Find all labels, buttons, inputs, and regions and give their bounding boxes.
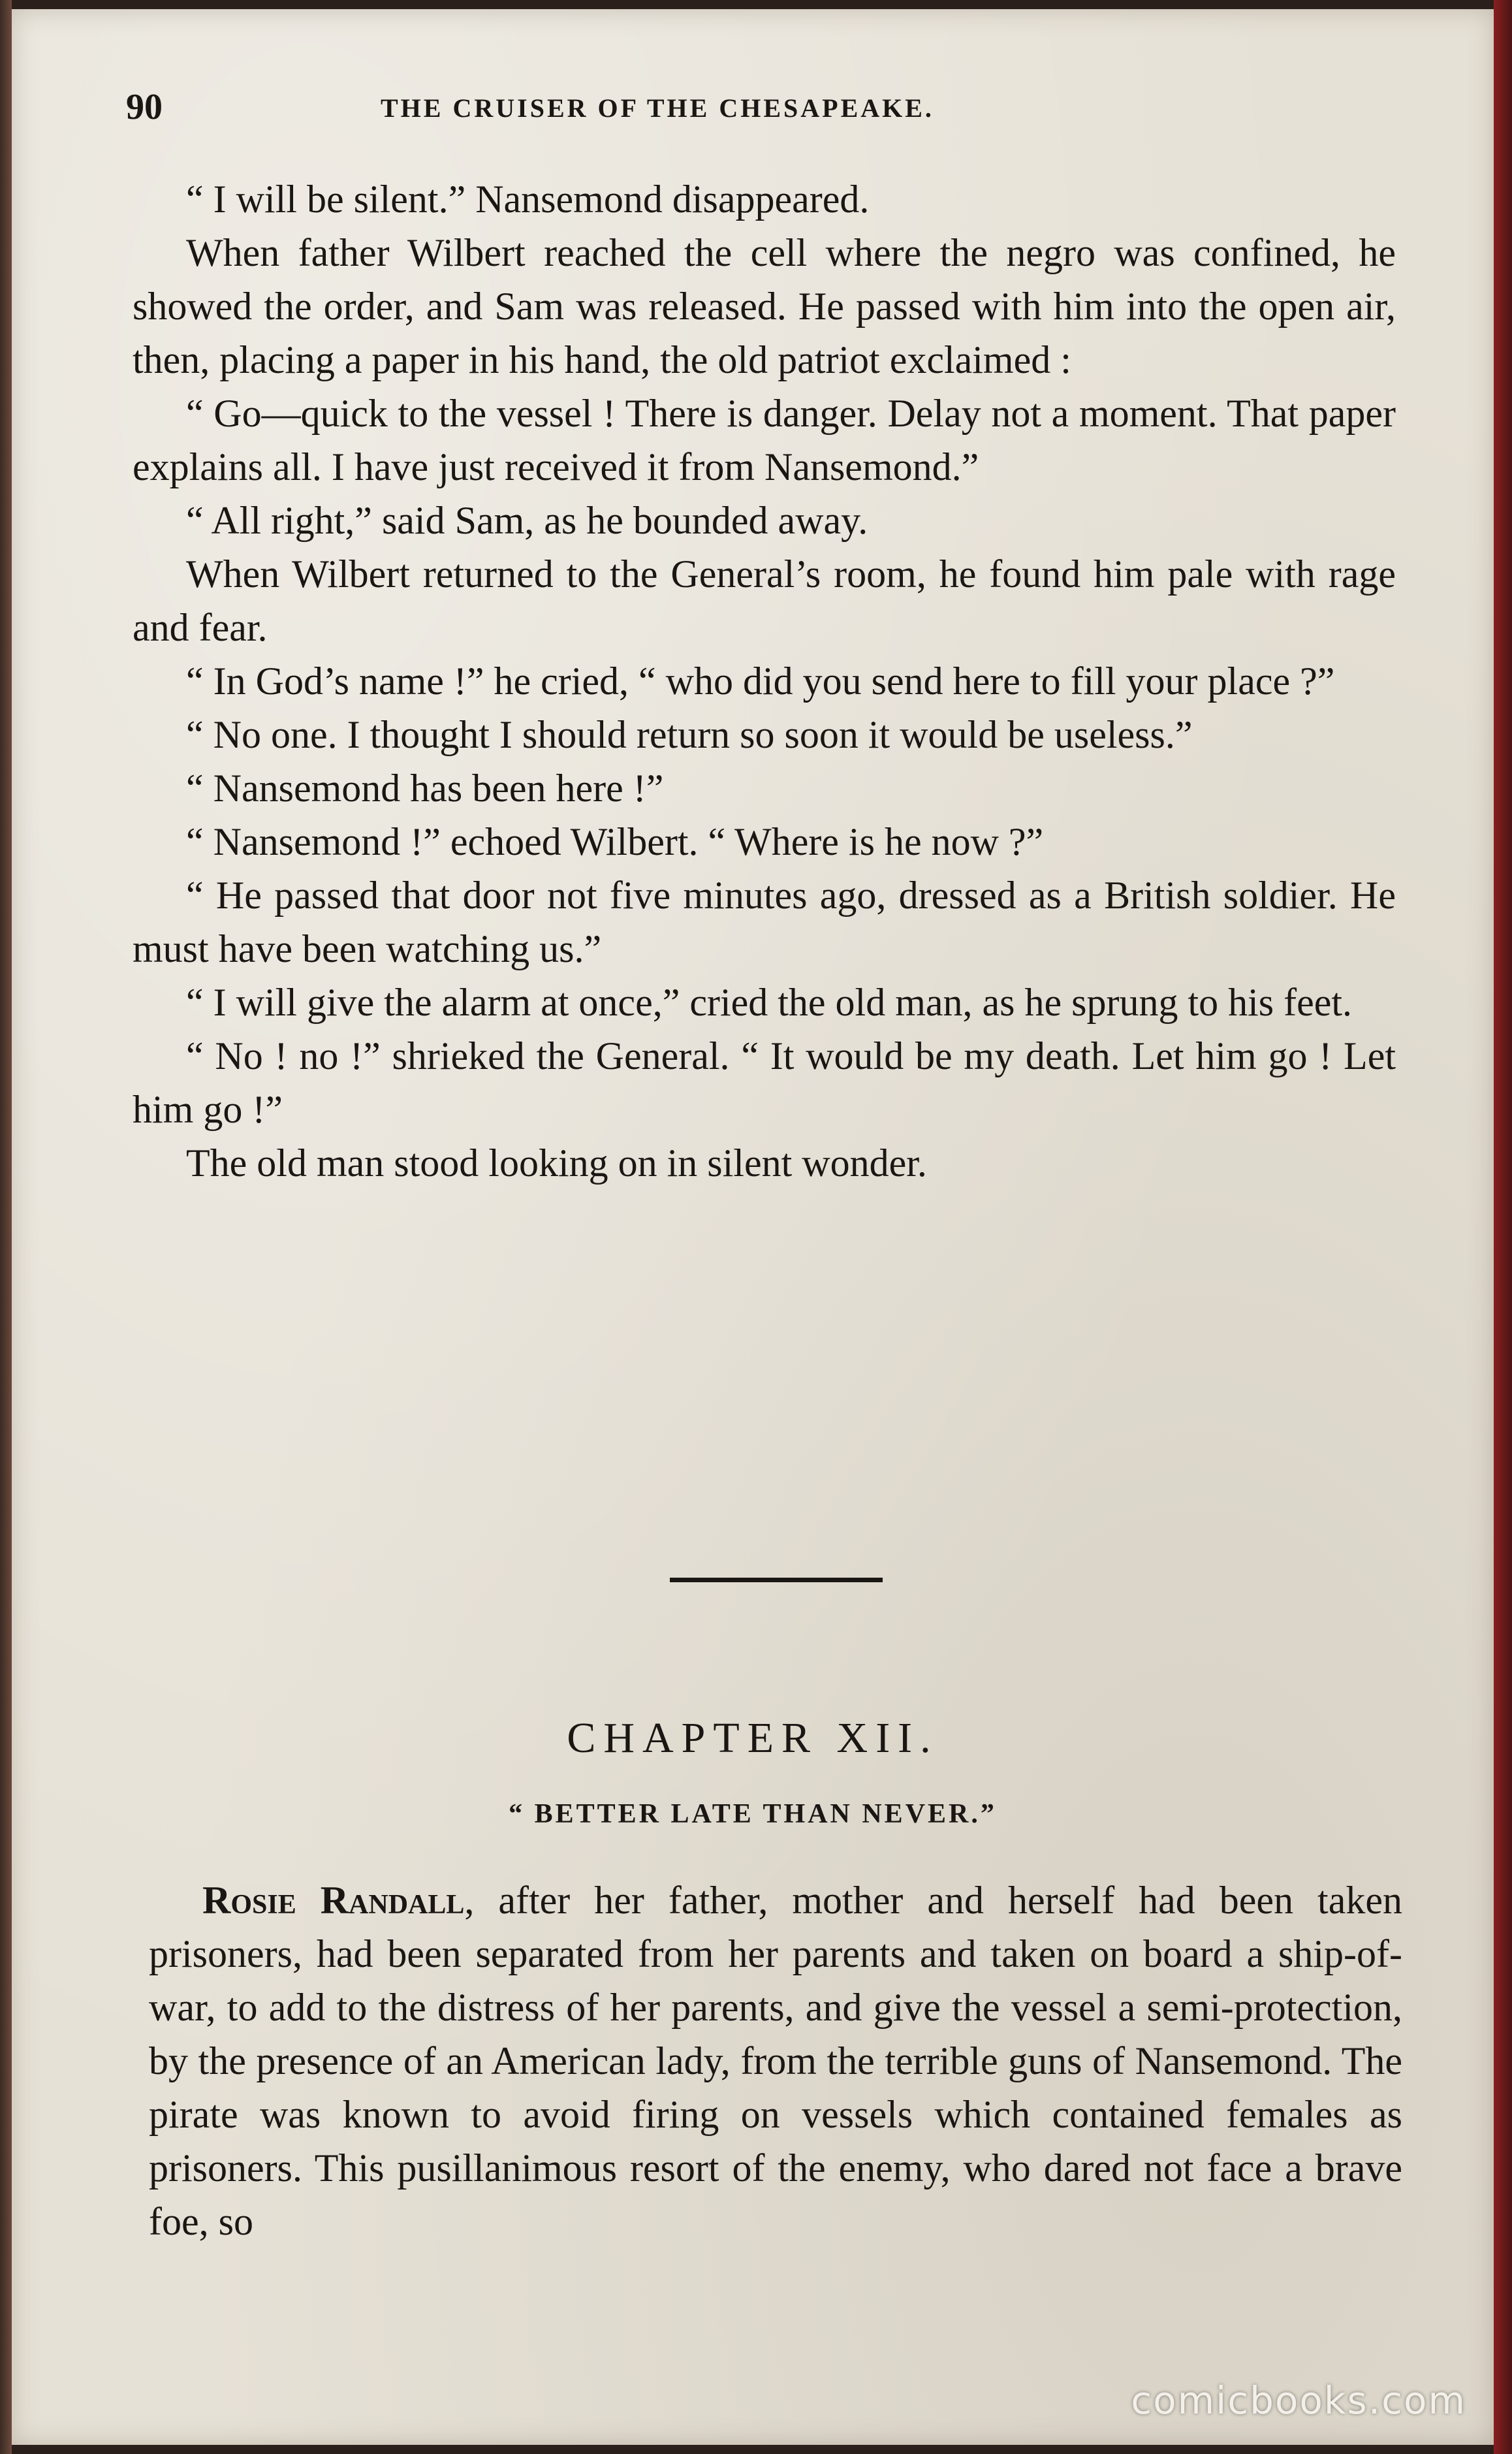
paragraph: “ All right,” said Sam, as he bounded away. [186,499,868,542]
paragraph: “ In God’s name !” he cried, “ who did you send here to fill your place ?” [186,660,1335,703]
paragraph: “ No ! no !” shrieked the General. “ It would be my death. Let him go ! Let him go !” [133,1034,1396,1131]
chapter-opening-paragraph [149,1873,1402,2248]
chapter-opening-text: , after her father, mother and herself had been taken prisoners, had been separated from her parents and taken on board a ship-of-war, to add to the distress of her parents, and give the vessel a semi-protection, by the presence of an American lady, from the terrible guns of Nansemond. The pirate was known to avoid firing on vessels which contained females as prisoners. This pusillanimous resort of the enemy, who dared not face a brave foe, so [149,1879,1402,2243]
page-number: 90 [126,87,163,127]
watermark-logo: comicbooks.com [1131,2378,1466,2423]
body-text [133,172,1396,1190]
section-divider-rule [670,1578,883,1582]
chapter-title: CHAPTER XII. [567,1714,939,1762]
book-cover-edge [1494,0,1512,2454]
chapter-opening-name: Rosie Randall [202,1879,465,1922]
paragraph: “ Nansemond !” echoed Wilbert. “ Where is he now ?” [186,820,1044,863]
paragraph: “ Go—quick to the vessel ! There is danger. Delay not a moment. That paper explains all. I have just received it from Nansemond.” [133,392,1396,488]
paragraph: “ Nansemond has been here !” [186,767,664,810]
paragraph: When Wilbert returned to the General’s room, he found him pale with rage and fear. [133,552,1396,649]
paragraph: “ No one. I thought I should return so soon it would be useless.” [186,713,1193,756]
paragraph: “ I will be silent.” Nansemond disappeared. [186,178,870,221]
book-page [12,9,1494,2445]
chapter-subtitle: “ BETTER LATE THAN NEVER.” [509,1799,997,1829]
book-spine-edge [0,0,12,2454]
chapter-body [149,1873,1402,2248]
paragraph: “ I will give the alarm at once,” cried the old man, as he sprung to his feet. [186,981,1353,1024]
paragraph: “ He passed that door not five minutes ago, dressed as a British soldier. He must have been watching us.” [133,874,1396,970]
running-head-title: THE CRUISER OF THE CHESAPEAKE. [381,93,934,123]
paragraph: The old man stood looking on in silent wonder. [186,1141,927,1185]
running-head [126,86,1347,132]
paragraph: When father Wilbert reached the cell where the negro was confined, he showed the order, and Sam was released. He passed with him into the open air, then, placing a paper in his hand, the old patriot exclaimed : [133,231,1396,381]
